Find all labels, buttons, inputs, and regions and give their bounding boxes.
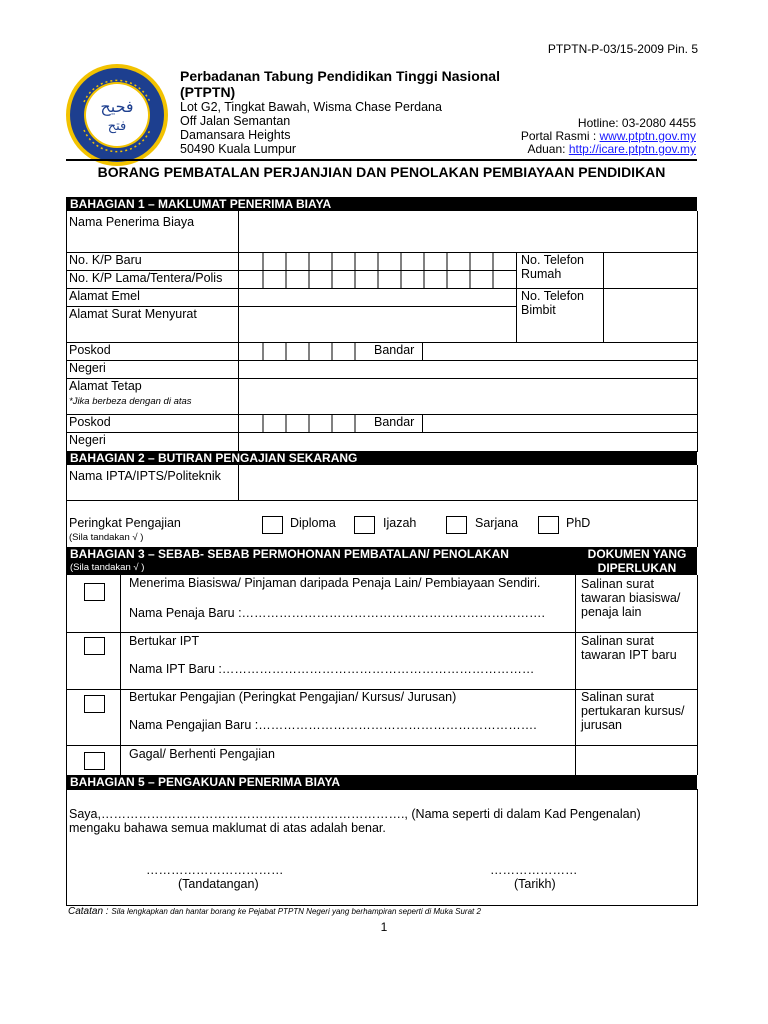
catatan-text: Sila lengkapkan dan hantar borang ke Pejabat PTPTN Negeri yang berhampiran seperti di Muka Surat 2 [111,907,481,916]
reason-text: Menerima Biasiswa/ Pinjaman daripada Penaja Lain/ Pembiayaan Sendiri. [129,576,541,590]
reason-field[interactable]: Nama Pengajian Baru :…………………………………………………………. [129,718,537,732]
ijazah-label: Ijazah [383,516,417,530]
declaration-line-1: Saya,………………………………………………………………., (Nama seperti di dalam Kad Pengenalan) [69,807,641,821]
ijazah-checkbox[interactable] [354,516,375,534]
signature-line[interactable]: …………………………… [146,863,284,877]
document-required: Salinan surat pertukaran kursus/ jurusan [581,690,685,732]
bandar-label: Bandar [374,343,415,357]
sarjana-label: Sarjana [475,516,519,530]
alamat-tetap-label: Alamat Tetap [69,379,142,393]
dokumen-header: DOKUMEN YANG DIPERLUKAN [587,547,687,575]
section-1-header: BAHAGIAN 1 – MAKLUMAT PENERIMA BIAYA [66,197,697,211]
ptptn-logo [64,62,170,168]
bandar-field[interactable] [424,415,696,431]
section-2-header: BAHAGIAN 2 – BUTIRAN PENGAJIAN SEKARANG [66,451,697,465]
border [603,252,604,342]
signature-label: (Tandatangan) [178,877,259,891]
alamat-field[interactable] [240,307,515,341]
document-required: Salinan surat tawaran IPT baru [581,634,677,662]
row-line [66,632,697,633]
negeri-label: Negeri [69,433,106,447]
section-5-header: BAHAGIAN 5 – PENGAKUAN PENERIMA BIAYA [66,775,697,789]
document-reference: PTPTN-P-03/15-2009 Pin. 5 [547,42,698,56]
address-line: Damansara Heights [180,128,291,142]
sila-tandakan-note: (Sila tandakan √ ) [70,562,145,573]
bandar-field[interactable] [424,343,696,359]
page-number: 1 [380,920,388,934]
row-line [66,500,697,501]
negeri-label: Negeri [69,361,106,375]
kp-lama-label: No. K/P Lama/Tentera/Polis [69,271,223,285]
alamat-label: Alamat Surat Menyurat [69,307,197,321]
form-title: BORANG PEMBATALAN PERJANJIAN DAN PENOLAKAN PEMBIAYAAN PENDIDIKAN [97,164,666,180]
alamat-tetap-note: *Jika berbeza dengan di atas [69,396,192,407]
border [422,342,423,360]
border [66,211,67,452]
nama-field[interactable] [240,212,696,251]
nama-label: Nama Penerima Biaya [69,215,195,229]
border [422,414,423,432]
tel-bimbit-field[interactable] [605,289,696,341]
portal-link[interactable]: www.ptptn.gov.my [599,129,696,143]
portal-line [521,129,696,143]
reason-field[interactable]: Nama IPT Baru :………………………………………………………………… [129,662,535,676]
emel-field[interactable] [240,289,515,305]
reason-field[interactable]: Nama Penaja Baru :………………………………………………………………. [129,606,546,620]
border [516,252,517,342]
diploma-checkbox[interactable] [262,516,283,534]
svg-text:ﻓﺤﻴﺢ: ﻓﺤﻴﺢ [100,97,134,116]
section-3-header [66,547,697,575]
svg-text:ﻓﺘﺢ: ﻓﺘﺢ [107,119,127,134]
divider [66,159,697,161]
aduan-line [527,142,696,156]
bandar-label: Bandar [374,415,415,429]
poskod-grid[interactable] [238,414,368,432]
diploma-label: Diploma [290,516,336,530]
org-abbr: (PTPTN) [180,84,236,100]
tel-bimbit-label: No. Telefon Bimbit [521,289,585,317]
date-line[interactable]: ………………… [490,863,578,877]
reason-checkbox[interactable] [84,752,105,770]
sarjana-checkbox[interactable] [446,516,467,534]
hotline: Hotline: 03-2080 4455 [577,116,696,130]
org-name: Perbadanan Tabung Pendidikan Tinggi Nasional [180,68,500,84]
aduan-link[interactable]: http://icare.ptptn.gov.my [568,142,696,156]
reason-text: Bertukar Pengajian (Peringkat Pengajian/ Kursus/ Jurusan) [129,690,457,704]
emel-label: Alamat Emel [69,289,140,303]
border [66,465,67,547]
date-label: (Tarikh) [514,877,556,891]
poskod-label: Poskod [69,343,111,357]
tel-rumah-field[interactable] [605,253,696,287]
poskod-label: Poskod [69,415,111,429]
catatan-note [68,906,481,917]
catatan-label: Catatan : [68,906,109,917]
poskod-grid[interactable] [238,342,368,360]
declaration-line-2: mengaku bahawa semua maklumat di atas adalah benar. [69,821,386,835]
sila-tandakan-note: (Sila tandakan √ ) [69,532,144,543]
address-line: Lot G2, Tingkat Bawah, Wisma Chase Perdana [180,100,442,114]
border [238,465,239,500]
reason-checkbox[interactable] [84,637,105,655]
reason-checkbox[interactable] [84,583,105,601]
ipta-field[interactable] [240,466,696,499]
kp-baru-label: No. K/P Baru [69,253,142,267]
section-3-title: BAHAGIAN 3 – SEBAB- SEBAB PERMOHONAN PEMBATALAN/ PENOLAKAN [70,547,509,561]
ipta-label: Nama IPTA/IPTS/Politeknik [69,469,221,483]
tel-rumah-label: No. Telefon Rumah [521,253,585,281]
reason-text: Gagal/ Berhenti Pengajian [129,747,275,761]
address-line: 50490 Kuala Lumpur [180,142,297,156]
aduan-label: Aduan: [527,142,566,156]
border [697,575,698,775]
border [697,465,698,547]
address-line: Off Jalan Semantan [180,114,291,128]
phd-checkbox[interactable] [538,516,559,534]
reason-text: Bertukar IPT [129,634,200,648]
border [697,211,698,452]
ic-number-grid[interactable] [238,252,516,288]
peringkat-label: Peringkat Pengajian [69,516,181,530]
negeri-field[interactable] [240,433,696,449]
reason-checkbox[interactable] [84,695,105,713]
phd-label: PhD [566,516,591,530]
document-required: Salinan surat tawaran biasiswa/ penaja lain [581,577,681,619]
alamat-tetap-field[interactable] [240,379,696,413]
negeri-field[interactable] [240,361,696,377]
portal-label: Portal Rasmi : [520,129,597,143]
row-line [66,745,697,746]
